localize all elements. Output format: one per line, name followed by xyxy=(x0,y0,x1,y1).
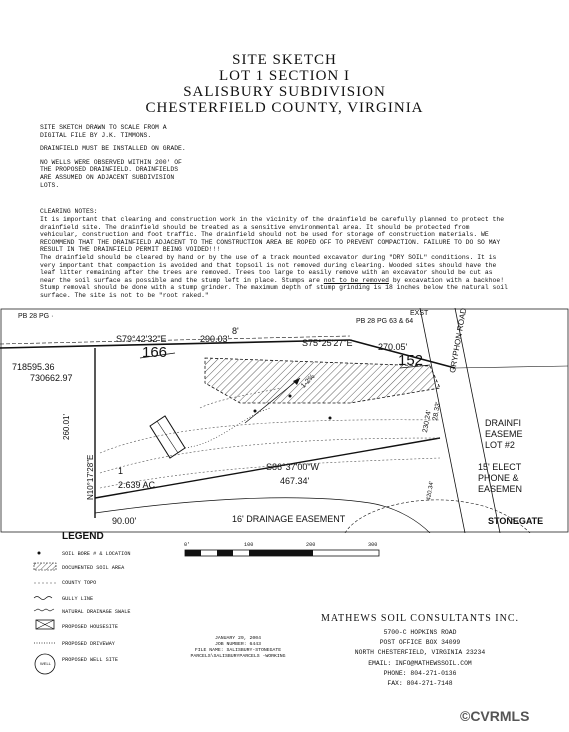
company-city: NORTH CHESTERFIELD, VIRGINIA 23234 xyxy=(354,649,486,657)
legend-title: LEGEND xyxy=(62,531,104,542)
company-phone: PHONE: 804-271-0136 xyxy=(383,669,457,677)
easement-line: EASEMEN xyxy=(478,484,523,494)
proposed-driveway xyxy=(185,408,270,448)
intro-note-line: LOTS. xyxy=(40,181,60,189)
company-po-box: POST OFFICE BOX 34099 xyxy=(379,639,461,647)
north-setback-line xyxy=(0,336,350,344)
job-info xyxy=(168,636,308,660)
job-number: JOB NUMBER: 6443 xyxy=(214,642,262,647)
intro-note-line: ARE ASSUMED ON ADJACENT SUBDIVISION xyxy=(40,173,175,181)
easement-line: LOT #2 xyxy=(485,440,515,450)
north-bearing: S79°42'32"E xyxy=(116,334,167,344)
road-name: GRYPHON ROAD xyxy=(448,307,469,374)
adjacent-lot-line xyxy=(455,366,568,368)
clearing-text: by excavation with a backhoe! Stump removal should be done with a stump grinder. The maximum depth of stump grinding is 18 inches below the natural soil surface. The site is not to be "root raked." xyxy=(40,276,508,299)
northeast-distance: 270.05' xyxy=(378,342,408,352)
plat-book-ref-right: PB 28 PG 63 & 64 xyxy=(356,318,414,325)
intro-note-line: NO WELLS WERE OBSERVED WITHIN 200' OF xyxy=(40,158,182,166)
legend-item-driveway: PROPOSED DRIVEWAY xyxy=(62,641,115,647)
drainage-easement-label: 16' DRAINAGE EASEMENT xyxy=(232,514,346,524)
well-symbol-text: WELL xyxy=(40,661,51,666)
soil-bore-symbol xyxy=(38,552,41,555)
west-bearing: N10°17'28"E xyxy=(86,454,95,500)
road-distance-2: 28.33' xyxy=(432,401,443,422)
housesite-ridge xyxy=(157,421,178,453)
title-line-4: CHESTERFIELD COUNTY, VIRGINIA xyxy=(145,100,424,116)
job-date: JANUARY 29, 2004 xyxy=(214,636,262,641)
company-name: MATHEWS SOIL CONSULTANTS INC. xyxy=(320,613,520,624)
south-distance: 467.34' xyxy=(280,476,310,486)
clearing-notes-para-2 xyxy=(40,254,510,300)
title-line-1: SITE SKETCH xyxy=(232,52,337,68)
soil-bore xyxy=(329,417,332,420)
company-email: EMAIL: INFO@MATHEWSSOIL.COM xyxy=(368,659,472,667)
scale-bar xyxy=(184,549,384,559)
stonegate-label: STONEGATE xyxy=(488,516,544,526)
legend-item-well-site: PROPOSED WELL SITE xyxy=(62,657,119,663)
job-file-path: PARCELS\SALISBURYPARCELS -WORKING xyxy=(190,654,286,659)
north-distance-small: 8' xyxy=(232,326,239,336)
legend-item-soil-bore: SOIL BORE # & LOCATION xyxy=(62,551,131,557)
electric-easement-label xyxy=(478,462,522,495)
scale-tick-300: 300 xyxy=(368,542,378,548)
scale-bar-segment xyxy=(217,550,233,556)
legend-item-housesite: PROPOSED HOUSESITE xyxy=(62,624,119,630)
drainfield-easement-label xyxy=(485,418,523,451)
easement-line: EASEME xyxy=(485,429,523,439)
south-bearing: S86°37'00"W xyxy=(266,462,320,472)
lot-area: 2.639 AC. xyxy=(118,480,158,490)
clearing-text: The drainfield should be cleared by hand or by the use of a track mounted excavator during "DRY SOIL" conditions. It is very important that compaction is avoided and that topsoil is not removed during clearing. Wooded sites should have the leaf litter remaining after the trees are removed. Trees too large to easily remove with an excavator should be cut as near the soil surface as possible and the stump left in place. Stumps are xyxy=(40,254,497,284)
legend-item-documented-soil: DOCUMENTED SOIL AREA xyxy=(62,565,125,571)
north-distance: 290.03' xyxy=(200,334,230,344)
documented-soil-symbol xyxy=(34,563,56,570)
lot-number: 1 xyxy=(118,466,124,476)
tag-166: 166 xyxy=(142,344,168,361)
watermark: ©CVRMLS xyxy=(460,708,530,724)
clearing-text-underlined: not to be removed xyxy=(323,276,389,284)
scale-tick-0: 0' xyxy=(184,542,191,548)
intro-note-line: SITE SKETCH DRAWN TO SCALE FROM A xyxy=(40,124,167,131)
easement-line: PHONE & xyxy=(478,473,519,483)
road-distance-1: 230.24' xyxy=(422,409,433,434)
existing-label: EXST xyxy=(410,310,429,317)
scale-tick-100: 100 xyxy=(244,542,254,548)
gully-line-symbol xyxy=(34,597,52,600)
job-file-name: FILE NAME: SALISBURY-STONEGATE xyxy=(194,648,282,653)
title-line-2: LOT 1 SECTION I xyxy=(219,68,350,84)
clearing-notes-para-1: It is important that clearing and construction work in the vicinity of the drainfield be carefully planned to protect the drainfield site. The drainfield should be treated as a sensitive environmental area. It should be protected from vehicular, construction and foot traffic. The drainfield should not be used for storage of construction materials. WE RECOMMEND THAT THE DRAINFIELD ADJACENT TO THE CONSTRUCTION AREA BE ROPED OFF TO PREVENT COMPACTION. FAILURE TO DO SO MAY RESULT IN THE DRAINFIELD PERMIT BEING VOIDED!!! xyxy=(40,216,505,254)
legend-item-drainage-swale: NATURAL DRAINAGE SWALE xyxy=(62,609,131,615)
company-street: 5700-C HOPKINS ROAD xyxy=(383,629,457,636)
scale-bar-segment xyxy=(185,550,201,556)
plat-book-ref-left: PB 28 PG · xyxy=(18,313,54,320)
soil-bore xyxy=(289,395,292,398)
tag-152: 152 xyxy=(398,352,424,369)
drainage-swale-symbol xyxy=(34,609,54,611)
intro-note-line: THE PROPOSED DRAINFIELD. DRAINFIELDS xyxy=(40,166,179,174)
southwest-distance: 90.00' xyxy=(112,516,137,526)
soil-bore xyxy=(254,410,257,413)
clearing-notes-heading: CLEARING NOTES: xyxy=(40,208,98,215)
intro-note-line: DRAINFIELD MUST BE INSTALLED ON GRADE. xyxy=(40,145,186,153)
north-boundary xyxy=(0,340,350,348)
northeast-bearing: S75°25'27"E xyxy=(302,338,353,348)
legend-item-gully-line: GULLY LINE xyxy=(62,596,94,602)
scale-bar-segment xyxy=(249,550,313,556)
scale-tick-200: 200 xyxy=(306,542,316,548)
company-fax: FAX: 804-271-7148 xyxy=(387,680,453,688)
legend-item-county-topo: COUNTY TOPO xyxy=(62,580,97,586)
intro-note-line: DIGITAL FILE BY J.K. TIMMONS. xyxy=(40,131,152,139)
title-line-3: SALISBURY SUBDIVISION xyxy=(183,84,386,100)
curve-distance: 420.34' xyxy=(426,480,436,502)
west-distance: 260.01' xyxy=(62,414,71,440)
easement-line: 15' ELECT xyxy=(478,462,522,472)
slope-label: 1-2% xyxy=(299,373,317,390)
coordinate-1: 718595.36 xyxy=(12,362,55,372)
intro-notes xyxy=(40,124,186,189)
easement-line: DRAINFI xyxy=(485,418,521,428)
company-address xyxy=(300,628,540,689)
coordinate-2: 730662.97 xyxy=(30,373,73,383)
